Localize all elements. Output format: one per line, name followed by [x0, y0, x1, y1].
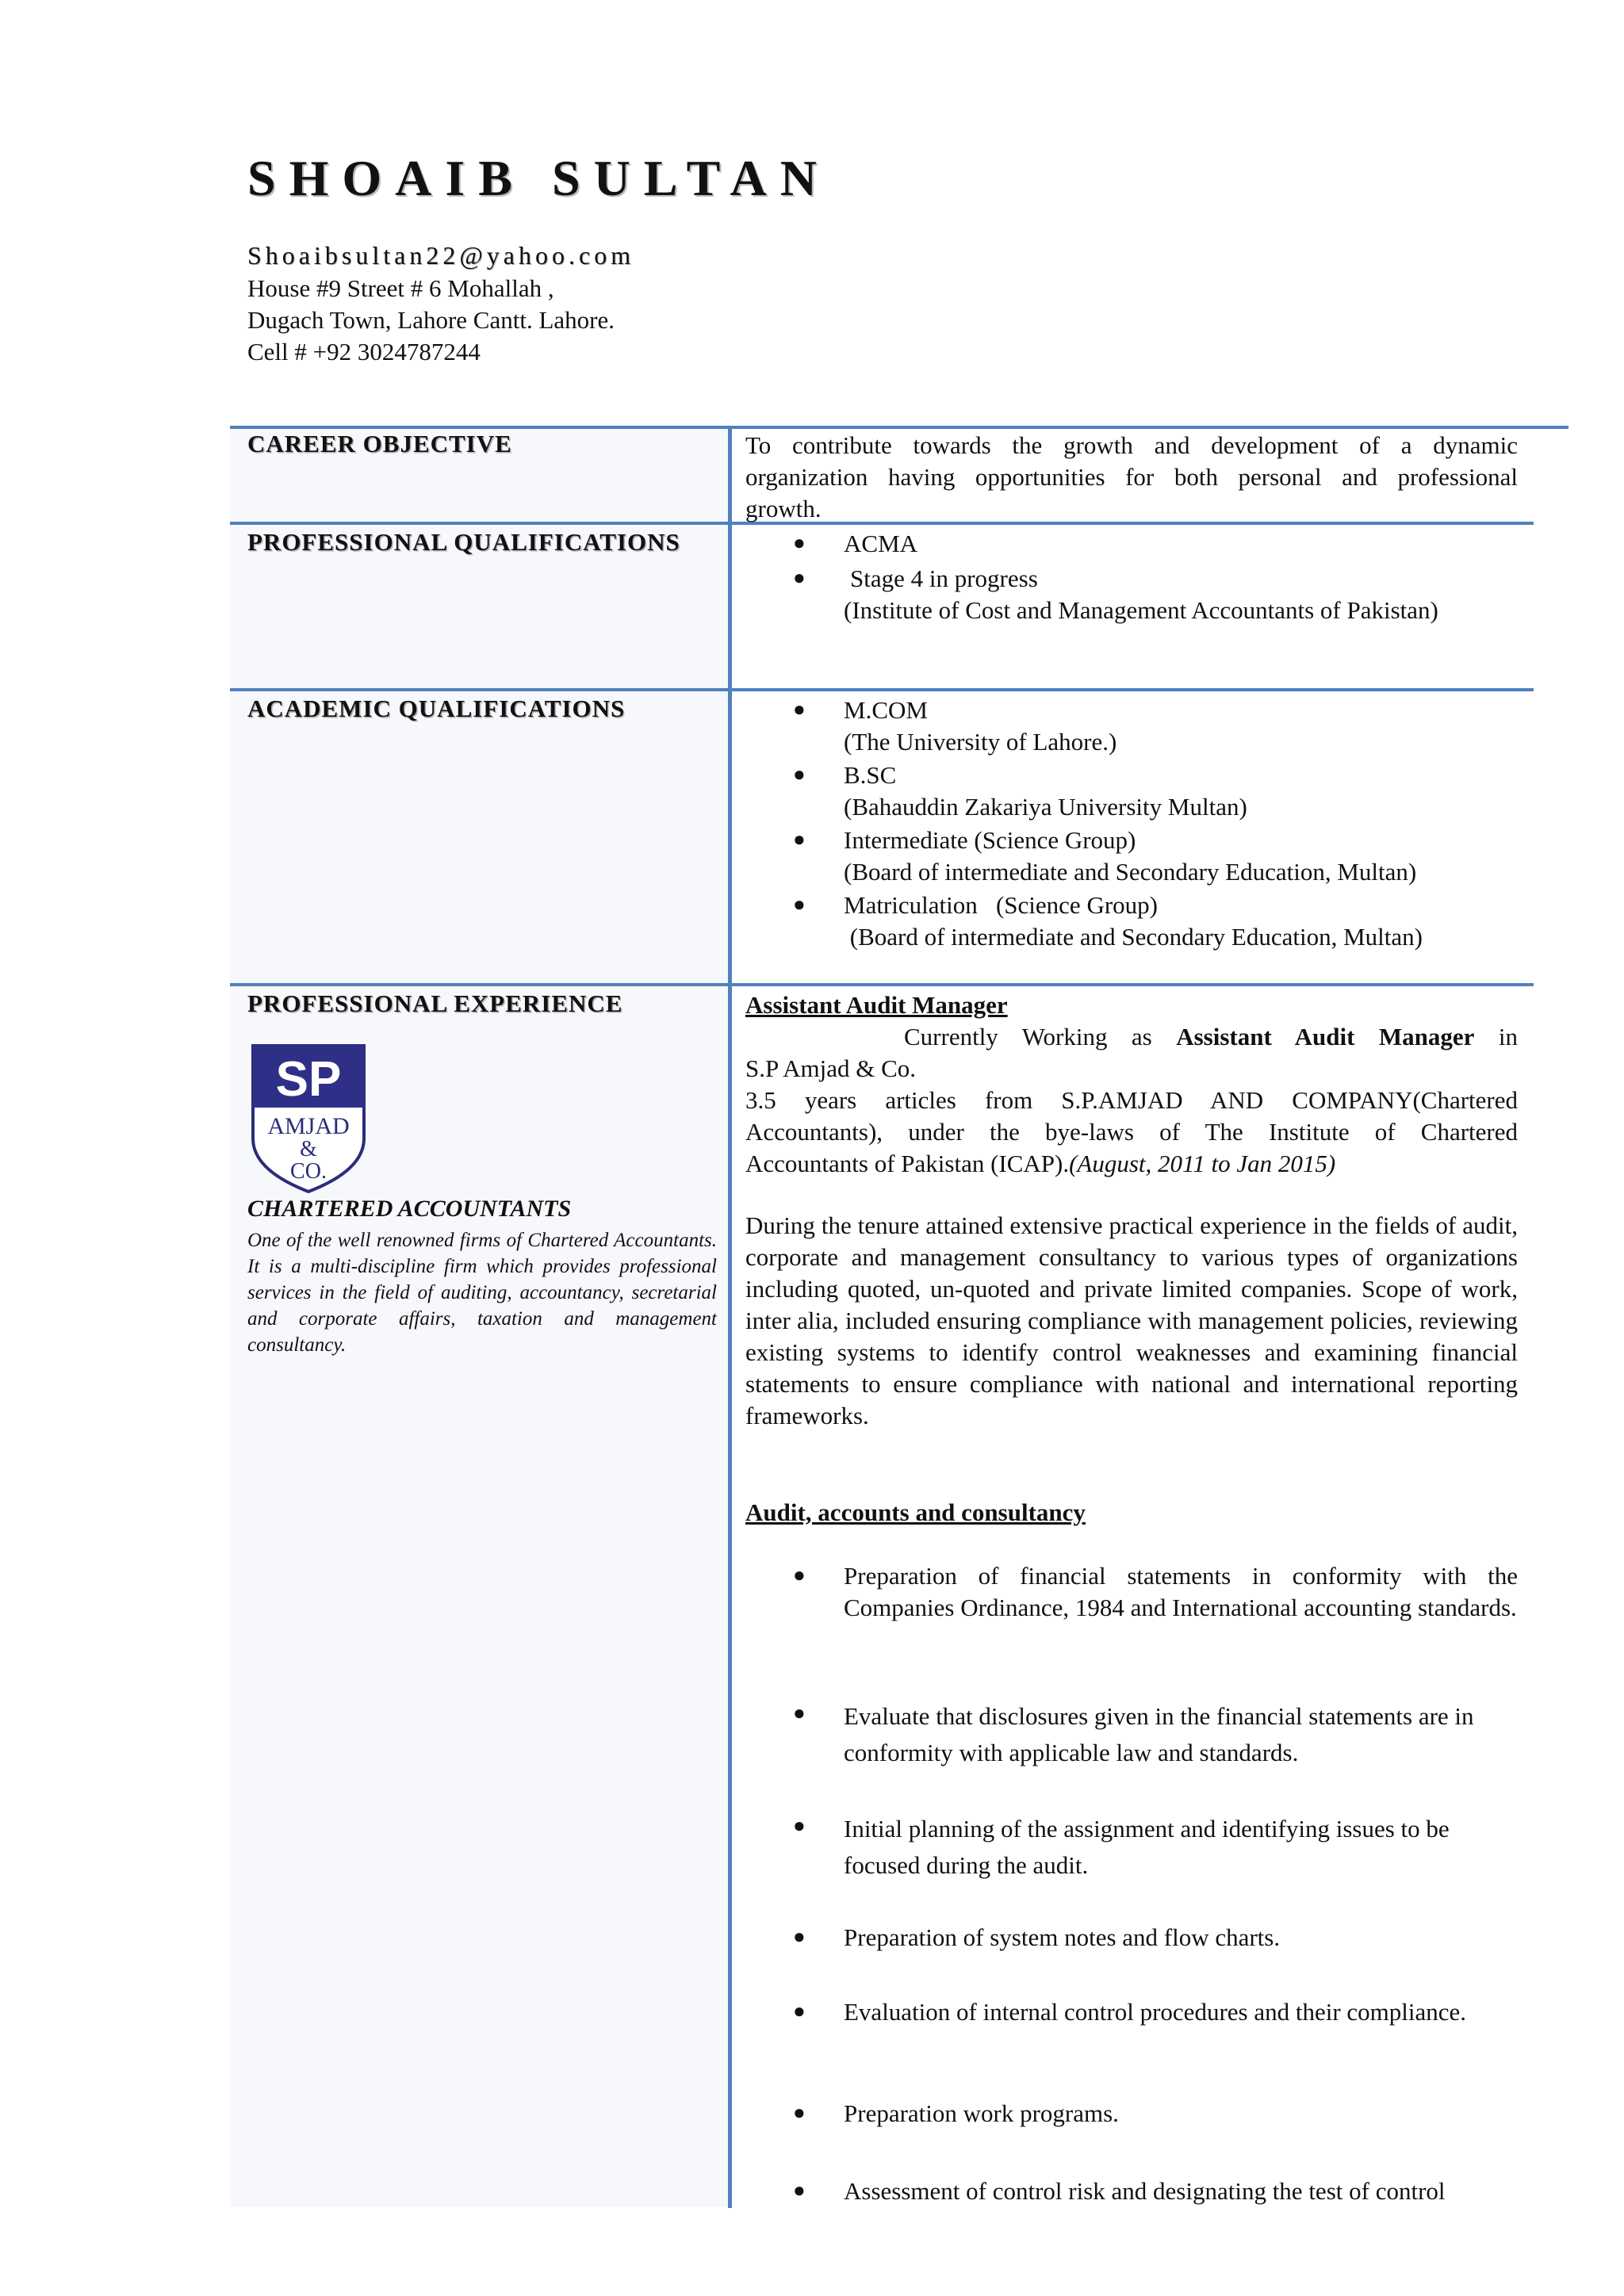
role-title-text: Assistant Audit Manager: [745, 991, 1008, 1019]
role-line-1-prefix: Currently Working as: [904, 1023, 1177, 1050]
academic-item-title: B.SC: [844, 761, 897, 789]
academic-qualifications-heading: ACADEMIC QUALIFICATIONS: [247, 695, 626, 722]
career-objective-heading: CAREER OBJECTIVE: [247, 430, 512, 457]
email-address: Shoaibsultan22@yahoo.com: [247, 241, 635, 270]
academic-item-title: Matriculation (Science Group): [844, 891, 1158, 919]
bullet-icon: ●: [793, 2179, 806, 2202]
articles-line-3: [745, 1148, 1518, 1180]
qualification-institute: (Institute of Cost and Management Accountants of Pakistan): [844, 596, 1438, 624]
articles-line-3-text: Accountants of Pakistan (ICAP).: [745, 1150, 1070, 1177]
row-rule-3: [230, 983, 1534, 986]
row-rule-2: [230, 688, 1534, 691]
audit-item: Evaluate that disclosures given in the financial statements are in conformity with applicable law and standards.: [844, 1702, 1474, 1766]
audit-heading: [745, 1497, 1518, 1529]
firm-description: One of the well renowned firms of Chartered Accountants. It is a multi-discipline firm which provides professional services in the field of auditing, accountancy, secretarial and corporate affairs, taxation and management consultancy.: [247, 1230, 717, 1356]
audit-item: Assessment of control risk and designating the test of control: [844, 2177, 1446, 2205]
articles-line-2: Accountants), under the bye-laws of The Institute of Chartered: [745, 1118, 1518, 1146]
academic-item-sub: (Board of intermediate and Secondary Education, Multan): [844, 923, 1423, 951]
bullet-icon: ●: [793, 763, 806, 786]
articles-period: (August, 2011 to Jan 2015): [1069, 1150, 1336, 1177]
column-divider: [728, 426, 732, 2208]
role-line-1-emphasis: Assistant Audit Manager: [1176, 1023, 1475, 1050]
role-line-1: [745, 1021, 1518, 1053]
articles-line-1: 3.5 years articles from S.P.AMJAD AND COMPANY(Chartered: [745, 1086, 1518, 1114]
audit-item: Initial planning of the assignment and identifying issues to be focused during the audit.: [844, 1815, 1450, 1879]
career-objective-line-1: To contribute towards the growth and development of a dynamic: [745, 431, 1518, 459]
bullet-icon: ●: [793, 1701, 806, 1724]
academic-item-sub: (The University of Lahore.): [844, 728, 1117, 756]
bullet-icon: ●: [793, 828, 806, 851]
logo-amjad-text: AMJAD: [267, 1113, 350, 1139]
bullet-icon: ●: [793, 893, 806, 916]
role-line-1-suffix: in: [1474, 1023, 1518, 1050]
role-title: [745, 989, 1518, 1021]
professional-experience-heading: PROFESSIONAL EXPERIENCE: [247, 989, 623, 1017]
bullet-icon: ●: [793, 698, 806, 721]
bullet-icon: ●: [793, 1814, 806, 1837]
academic-item-title: Intermediate (Science Group): [844, 826, 1136, 854]
bullet-icon: ●: [793, 531, 806, 554]
qualification-stage: Stage 4 in progress: [850, 564, 1038, 592]
academic-item-sub: (Board of intermediate and Secondary Education, Multan): [844, 858, 1417, 886]
bullet-icon: ●: [793, 1925, 806, 1948]
audit-heading-text: Audit, accounts and consultancy: [745, 1498, 1086, 1526]
cell-number: Cell # +92 3024787244: [247, 338, 481, 365]
career-objective-line-3: growth.: [745, 495, 822, 522]
address-line-2: Dugach Town, Lahore Cantt. Lahore.: [247, 306, 615, 334]
bullet-icon: ●: [793, 1563, 806, 1586]
logo-ampersand-text: &: [300, 1137, 317, 1161]
candidate-name: SHOAIB SULTAN: [247, 150, 830, 206]
table-top-rule: [230, 426, 1568, 429]
bullet-icon: ●: [793, 566, 806, 589]
sp-amjad-logo: [251, 1043, 366, 1194]
logo-co-text: CO.: [290, 1159, 327, 1184]
tenure-description: During the tenure attained extensive practical experience in the fields of audit, corporate and management consultancy to various types of organizations including quoted, un-quoted and private limited companies. Scope of work, inter alia, included ensuring compliance with management policies, reviewing existing systems to identify control weaknesses and examining financial statements to ensure compliance with national and international reporting frameworks.: [745, 1211, 1518, 1429]
logo-sp-text: SP: [275, 1052, 342, 1107]
career-objective-line-2: organization having opportunities for both personal and professional: [745, 463, 1518, 491]
professional-qualifications-heading: PROFESSIONAL QUALIFICATIONS: [247, 528, 680, 556]
audit-item: Preparation of financial statements in conformity with the Companies Ordinance, 1984 and International accounting standards.: [844, 1562, 1518, 1621]
academic-item-sub: (Bahauddin Zakariya University Multan): [844, 793, 1247, 821]
academic-item-title: M.COM: [844, 696, 928, 724]
audit-item: Evaluation of internal control procedures and their compliance.: [844, 1998, 1467, 2026]
firm-title: CHARTERED ACCOUNTANTS: [247, 1196, 572, 1222]
address-line-1: House #9 Street # 6 Mohallah ,: [247, 274, 554, 302]
role-line-2: S.P Amjad & Co.: [745, 1054, 917, 1082]
audit-item: Preparation work programs.: [844, 2099, 1119, 2127]
audit-item: Preparation of system notes and flow charts.: [844, 1923, 1281, 1951]
bullet-icon: ●: [793, 1999, 806, 2022]
qualification-acma: ACMA: [844, 530, 918, 557]
bullet-icon: ●: [793, 2101, 806, 2124]
